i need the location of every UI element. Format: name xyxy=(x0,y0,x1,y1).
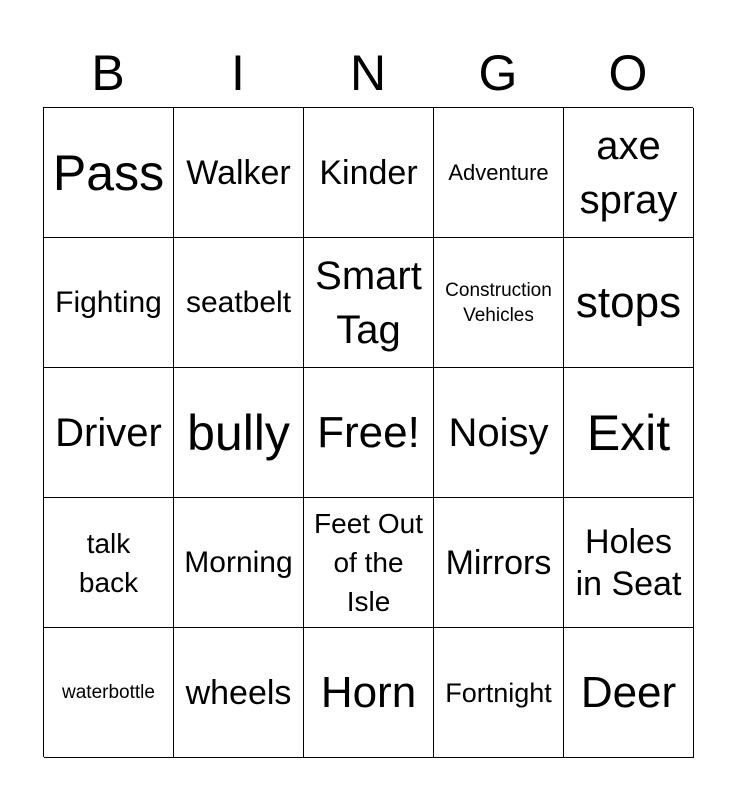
bingo-cell-r5c2[interactable] xyxy=(174,628,304,758)
bingo-cell-r1c3[interactable] xyxy=(304,108,434,238)
cell-text: Horn xyxy=(320,667,417,717)
bingo-cell-r4c1[interactable] xyxy=(44,498,174,628)
bingo-cell-r3c4[interactable] xyxy=(434,368,564,498)
header-letter-i: I xyxy=(231,45,245,101)
cell-text: Walker xyxy=(186,153,291,192)
cell-text: Noisy xyxy=(448,410,549,455)
cell-text: Fortnight xyxy=(445,677,552,708)
bingo-board xyxy=(43,107,693,757)
cell-text: Deer xyxy=(580,667,677,717)
bingo-cell-r3c2[interactable] xyxy=(174,368,304,498)
bingo-cell-r3c3[interactable] xyxy=(304,368,434,498)
bingo-cell-r5c4[interactable] xyxy=(434,628,564,758)
cell-text: talk back xyxy=(78,527,139,598)
bingo-cell-r2c4[interactable] xyxy=(434,238,564,368)
header-letter-o: O xyxy=(608,45,648,101)
cell-text: wheels xyxy=(185,673,292,712)
header-letter-n: N xyxy=(349,45,387,101)
bingo-cell-r2c2[interactable] xyxy=(174,238,304,368)
cell-text: Driver xyxy=(55,410,162,455)
bingo-cell-r4c5[interactable] xyxy=(564,498,694,628)
bingo-cell-r2c5[interactable] xyxy=(564,238,694,368)
cell-text: Mirrors xyxy=(445,543,552,582)
bingo-cell-r5c1[interactable] xyxy=(44,628,174,758)
bingo-cell-r5c3[interactable] xyxy=(304,628,434,758)
bingo-cell-r4c4[interactable] xyxy=(434,498,564,628)
cell-text: Pass xyxy=(52,144,165,201)
cell-text: Feet Out of the Isle xyxy=(314,508,423,617)
bingo-cell-r2c1[interactable] xyxy=(44,238,174,368)
cell-text: Adventure xyxy=(448,159,549,185)
bingo-cell-r3c5[interactable] xyxy=(564,368,694,498)
bingo-cell-r4c3[interactable] xyxy=(304,498,434,628)
bingo-cell-r2c3[interactable] xyxy=(304,238,434,368)
bingo-cell-r4c2[interactable] xyxy=(174,498,304,628)
bingo-cell-r1c4[interactable] xyxy=(434,108,564,238)
cell-text: Free! xyxy=(317,407,420,457)
bingo-cell-r3c1[interactable] xyxy=(44,368,174,498)
header-letter-b: B xyxy=(91,45,125,101)
bingo-cell-r1c5[interactable] xyxy=(564,108,694,238)
cell-text: Exit xyxy=(586,404,671,461)
cell-text: waterbottle xyxy=(62,682,155,703)
cell-text: Fighting xyxy=(55,285,162,319)
cell-text: Morning xyxy=(184,545,293,579)
cell-text: seatbelt xyxy=(185,285,292,319)
bingo-cell-r1c2[interactable] xyxy=(174,108,304,238)
cell-text: Kinder xyxy=(319,153,418,192)
cell-text: bully xyxy=(187,404,290,461)
bingo-cell-r5c5[interactable] xyxy=(564,628,694,758)
cell-text: Construction Vehicles xyxy=(445,279,552,326)
cell-text: stops xyxy=(575,277,682,327)
cell-text: axe spray xyxy=(579,123,678,222)
bingo-cell-r1c1[interactable] xyxy=(44,108,174,238)
bingo-header xyxy=(43,40,693,106)
header-letter-g: G xyxy=(478,45,518,101)
cell-text: Holes in Seat xyxy=(575,522,682,603)
cell-text: Smart Tag xyxy=(315,253,422,352)
